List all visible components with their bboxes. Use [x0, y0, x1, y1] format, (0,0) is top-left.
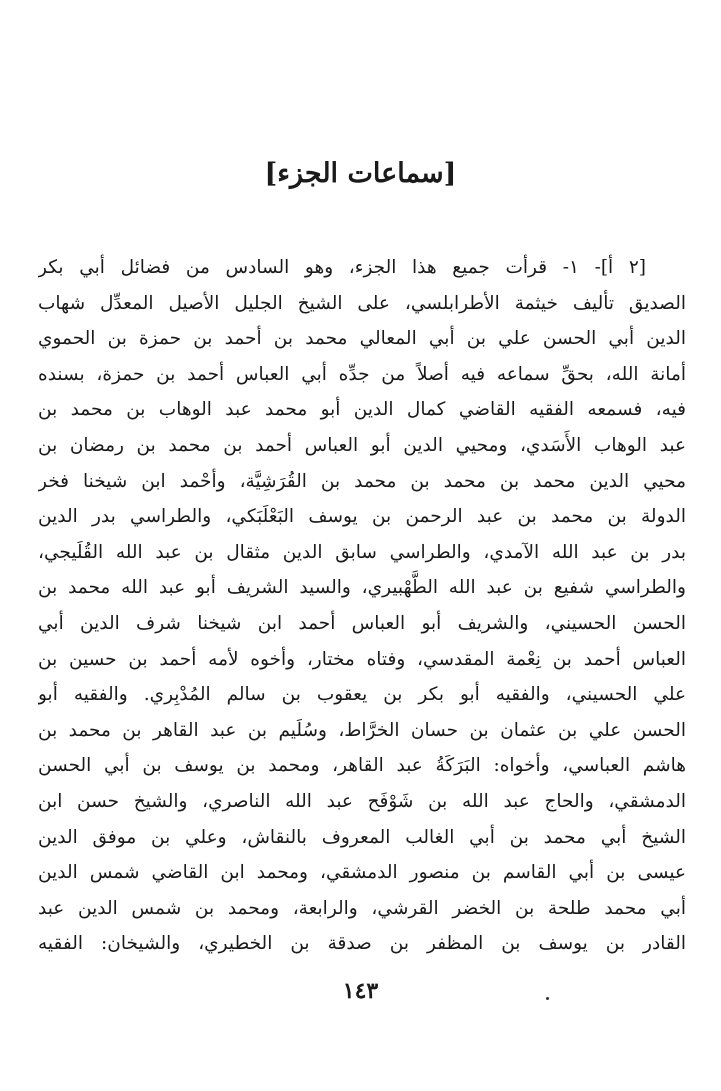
text-line: أبي محمد طلحة بن الخضر القرشي، والرابعة، ومحمد بن شمس الدين عبد — [38, 897, 686, 919]
text-line: عبد الوهاب الأَسَدي، ومحيي الدين أبو العباس أحمد بن محمد بن رمضان بن — [38, 434, 686, 456]
scan-speck — [546, 997, 549, 1000]
text-line: الدين أبي الحسن علي بن أبي المعالي محمد بن أحمد بن حمزة بن الحموي — [38, 328, 686, 350]
body-text — [38, 250, 686, 962]
text-line: فيه، فسمعه الفقيه القاضي كمال الدين أبو محمد عبد الوهاب بن محمد بن — [38, 399, 686, 421]
text-line: [٢ أ]- ١- قرأت جميع هذا الجزء، وهو السادس من فضائل أبي بكر — [38, 257, 646, 278]
text-line: الشيخ أبي محمد بن أبي الغالب المعروف بالنقاش، وعلي بن موفق الدين — [38, 826, 686, 848]
section-heading: [سماعات الجزء] — [264, 158, 457, 189]
text-line: الصديق تأليف خيثمة الأطرابلسي، على الشيخ الجليل الأصيل المعدِّل شهاب — [38, 292, 686, 314]
text-line: الدمشقي، والحاج عبد الله بن شَوْفَح عبد الله الناصري، والشيخ حسن ابن — [38, 790, 686, 812]
text-line: أمانة الله، بحقِّ سماعه فيه أصلاً من جدِّه أبي العباس أحمد بن حمزة، بسنده — [38, 363, 686, 385]
text-line: الحسن الحسيني، والشريف أبو العباس أحمد ابن شيخنا شرف الدين أبي — [38, 612, 686, 634]
text-line: والطراسي شفيع بن عبد الله الطَّهْبيري، والسيد الشريف أبو عبد الله محمد بن — [38, 577, 686, 599]
text-line: القادر بن يوسف بن المظفر بن صدقة بن الخطيري، والشيخان: الفقيه — [38, 933, 686, 955]
text-line: هاشم العباسي، وأخواه: البَرَكَةُ عبد القاهر، ومحمد بن يوسف بن أبي الحسن — [38, 755, 686, 777]
page-number: ١٤٣ — [342, 978, 379, 1004]
text-line: محيي الدين محمد بن محمد بن محمد بن القُرَشِيَّة، وأحْمد ابن شيخنا فخر — [38, 470, 686, 492]
text-line: الدولة بن محمد بن عبد الرحمن بن يوسف البَعْلَبَكي، والطراسي بدر الدين — [38, 506, 686, 528]
text-line: علي الحسيني، والفقيه أبو بكر بن يعقوب بن سالم المُدْبِري. والفقيه أبو — [38, 684, 686, 706]
text-line: الحسن علي بن عثمان بن حسان الخرَّاط، وسُلَيم بن عبد القاهر بن محمد بن — [38, 719, 686, 741]
text-line: بدر بن عبد الله الآمدي، والطراسي سابق الدين مثقال بن عبد الله القُلَيجي، — [38, 541, 686, 563]
text-line: عيسى بن أبي القاسم بن منصور الدمشقي، ومحمد ابن القاضي شمس الدين — [38, 862, 686, 884]
text-line: العباس أحمد بن نِعْمة المقدسي، وفتاه مختار، وأخوه لأمه أحمد بن حسين بن — [38, 648, 686, 670]
